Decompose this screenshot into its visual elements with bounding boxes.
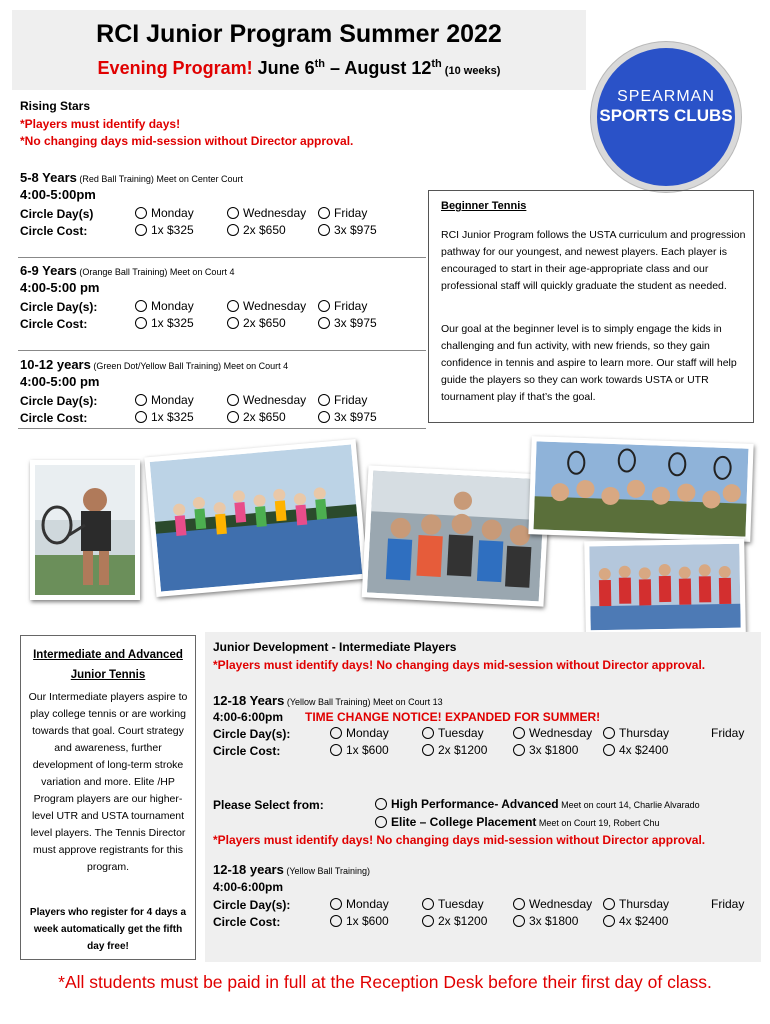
option-detail: Meet on court 14, Charlie Alvarado	[558, 800, 700, 810]
wednesday-option[interactable]	[227, 206, 306, 220]
rising-note-2: *No changing days mid-session without Director approval.	[20, 134, 354, 148]
rising-note-1: *Players must identify days!	[20, 117, 181, 131]
group-age: 5-8 Years	[20, 170, 77, 185]
jd-group-2-desc: (Yellow Ball Training)	[283, 866, 371, 876]
option-detail: Meet on Court 19, Robert Chu	[536, 818, 660, 828]
photo-boy-forehand	[30, 460, 140, 600]
group-age: 10-12 years	[20, 357, 91, 372]
group-days-label: Circle Day(s):	[20, 300, 98, 314]
jd-group-2-time: 4:00-6:00pm	[213, 880, 284, 894]
photo-kids-rackets	[528, 436, 753, 542]
circle-icon	[227, 411, 239, 423]
circle-icon	[603, 915, 615, 927]
jd2-cost-1x-option[interactable]	[330, 914, 389, 928]
junior-dev-note-2: *Players must identify days! No changing days mid-session without Director approval.	[213, 833, 706, 847]
option-label: 3x $1800	[529, 743, 579, 757]
option-label: Thursday	[619, 726, 670, 740]
jd2-cost-3x-option[interactable]	[513, 914, 578, 928]
jd2-thursday-option[interactable]	[603, 897, 669, 911]
jd2-monday-option[interactable]	[330, 897, 389, 911]
cost-2x-option[interactable]	[227, 223, 286, 237]
jd2-friday-label[interactable]: Friday	[711, 897, 745, 911]
evening-program-label: Evening Program!	[97, 58, 253, 78]
jd-group-1-cost-label: Circle Cost:	[213, 744, 281, 758]
circle-icon	[422, 915, 434, 927]
circle-icon	[135, 224, 147, 236]
beginner-paragraph-1: RCI Junior Program follows the USTA curriculum and progression pathway for our youngest, and newest players. Each player is encouraged to start in their age-appropriate class and our professional staff will quickly graduate the student as needed.	[441, 229, 746, 292]
cost-1x-option[interactable]	[135, 223, 194, 237]
group-desc: (Orange Ball Training) Meet on Court 4	[76, 267, 235, 277]
photo-boy-forehand-image	[35, 465, 135, 595]
divider	[18, 257, 426, 258]
circle-icon	[330, 727, 342, 739]
group-cost-label: Circle Cost:	[20, 224, 88, 238]
beginner-title: Beginner Tennis	[441, 200, 527, 212]
option-label: Tuesday	[438, 897, 484, 911]
photo-kids-lineup	[584, 539, 746, 636]
option-label: Monday	[151, 206, 194, 220]
circle-icon	[227, 300, 239, 312]
jd1-cost-4x-option[interactable]	[603, 743, 668, 757]
photo-kids-jumping	[144, 439, 367, 597]
circle-icon	[603, 898, 615, 910]
option-label: 1x $325	[151, 316, 194, 330]
beginner-tennis-box	[428, 190, 754, 423]
circle-icon	[422, 727, 434, 739]
circle-icon	[227, 224, 239, 236]
circle-icon	[330, 744, 342, 756]
group-cost-label: Circle Cost:	[20, 317, 88, 331]
option-label: Monday	[346, 897, 389, 911]
option-label: 2x $1200	[438, 914, 488, 928]
jd-group-1-desc: (Yellow Ball Training) Meet on Court 13	[284, 697, 443, 707]
option-label: High Performance- Advanced	[391, 797, 559, 811]
option-label: 3x $975	[334, 410, 377, 424]
subtitle	[12, 58, 586, 79]
photo-kids-rackets-image	[534, 441, 749, 536]
option-label: Friday	[334, 393, 368, 407]
circle-icon	[330, 898, 342, 910]
circle-icon	[135, 300, 147, 312]
circle-icon	[135, 411, 147, 423]
circle-icon	[603, 727, 615, 739]
option-label: 2x $650	[243, 410, 286, 424]
photo-kids-group	[362, 465, 551, 606]
option-label: 3x $1800	[529, 914, 579, 928]
jd1-cost-2x-option[interactable]	[422, 743, 487, 757]
group-heading	[20, 263, 234, 278]
group-time: 4:00-5:00pm	[20, 187, 96, 202]
group-cost-label: Circle Cost:	[20, 411, 88, 425]
jd-group-2-heading	[213, 862, 370, 877]
circle-icon	[375, 798, 387, 810]
option-label: 3x $975	[334, 223, 377, 237]
photo-kids-lineup-image	[589, 544, 740, 631]
circle-icon	[422, 744, 434, 756]
monday-option[interactable]	[135, 206, 194, 220]
jd1-thursday-option[interactable]	[603, 726, 669, 740]
option-label: Monday	[151, 299, 194, 313]
circle-icon	[318, 317, 330, 329]
jd1-friday-label[interactable]: Friday	[711, 726, 745, 740]
junior-dev-note: *Players must identify days! No changing days mid-session without Director approval.	[213, 658, 706, 672]
option-label: Monday	[151, 393, 194, 407]
option-label: Monday	[346, 726, 389, 740]
option-label: 1x $325	[151, 223, 194, 237]
option-label: Tuesday	[438, 726, 484, 740]
intermediate-title: Intermediate and Advanced Junior Tennis	[33, 649, 183, 681]
jd1-tuesday-option[interactable]	[422, 726, 484, 740]
high-performance-option[interactable]	[375, 797, 700, 811]
intermediate-paragraph: Our Intermediate players aspire to play college tennis or are working towards that goal. Court strategy and awareness, further development of long-term stroke variation and more. Elite /HP Program players are our higher-level UTR and USTA tournament level players. The Tennis Director must approve registrants for this program.	[28, 691, 188, 873]
cost-2x-option[interactable]	[227, 410, 286, 424]
time-change-notice: TIME CHANGE NOTICE! EXPANDED FOR SUMMER!	[305, 710, 601, 724]
option-label: Elite – College Placement	[391, 815, 537, 829]
friday-option[interactable]	[318, 393, 367, 407]
divider	[18, 350, 426, 351]
start-date-suffix: th	[314, 58, 325, 70]
group-age: 6-9 Years	[20, 263, 77, 278]
option-label: 2x $1200	[438, 743, 488, 757]
end-date-suffix: th	[431, 58, 442, 70]
divider	[18, 428, 426, 429]
please-select-label: Please Select from:	[213, 798, 324, 812]
option-label: 3x $975	[334, 316, 377, 330]
jd-group-2-days-label: Circle Day(s):	[213, 898, 291, 912]
option-label: Wednesday	[529, 726, 593, 740]
wednesday-option[interactable]	[227, 299, 306, 313]
jd-group-2-cost-label: Circle Cost:	[213, 915, 281, 929]
group-desc: (Green Dot/Yellow Ball Training) Meet on Court 4	[90, 361, 289, 371]
jd-group-2-age: 12-18 years	[213, 862, 284, 877]
cost-3x-option[interactable]	[318, 316, 377, 330]
option-label: 4x $2400	[619, 743, 669, 757]
logo-line-1: SPEARMAN	[617, 88, 715, 105]
friday-option[interactable]	[318, 206, 367, 220]
option-label: Wednesday	[243, 393, 307, 407]
end-date: – August 12	[325, 58, 432, 78]
group-time: 4:00-5:00 pm	[20, 374, 100, 389]
option-label: Thursday	[619, 897, 670, 911]
circle-icon	[513, 915, 525, 927]
page-title: RCI Junior Program Summer 2022	[96, 20, 502, 48]
circle-icon	[375, 816, 387, 828]
jd2-cost-2x-option[interactable]	[422, 914, 487, 928]
group-days-label: Circle Day(s)	[20, 207, 94, 221]
monday-option[interactable]	[135, 393, 194, 407]
circle-icon	[513, 727, 525, 739]
jd1-cost-3x-option[interactable]	[513, 743, 578, 757]
option-label: Wednesday	[243, 206, 307, 220]
circle-icon	[135, 394, 147, 406]
circle-icon	[318, 300, 330, 312]
jd-group-1-age: 12-18 Years	[213, 693, 285, 708]
jd1-monday-option[interactable]	[330, 726, 389, 740]
cost-1x-option[interactable]	[135, 316, 194, 330]
option-label: 2x $650	[243, 316, 286, 330]
circle-icon	[330, 915, 342, 927]
circle-icon	[227, 317, 239, 329]
option-label: Wednesday	[529, 897, 593, 911]
rising-stars-title: Rising Stars	[20, 99, 91, 113]
cost-3x-option[interactable]	[318, 410, 377, 424]
jd2-tuesday-option[interactable]	[422, 897, 484, 911]
jd2-cost-4x-option[interactable]	[603, 914, 668, 928]
group-heading	[20, 170, 243, 185]
monday-option[interactable]	[135, 299, 194, 313]
group-heading	[20, 357, 288, 372]
jd-group-1-time: 4:00-6:00pm	[213, 710, 284, 724]
cost-1x-option[interactable]	[135, 410, 194, 424]
option-label: 1x $325	[151, 410, 194, 424]
cost-3x-option[interactable]	[318, 223, 377, 237]
circle-icon	[135, 317, 147, 329]
cost-2x-option[interactable]	[227, 316, 286, 330]
circle-icon	[422, 898, 434, 910]
group-desc: (Red Ball Training) Meet on Center Court	[76, 174, 243, 184]
weeks-label: (10 weeks)	[441, 65, 501, 77]
group-time: 4:00-5:00 pm	[20, 280, 100, 295]
circle-icon	[318, 394, 330, 406]
option-label: 1x $600	[346, 914, 389, 928]
beginner-paragraph-2: Our goal at the beginner level is to simply engage the kids in challenging and fun activity, with new friends, so they gain confidence in tennis and aspire to learn more. Our staff will help guide the players so they can work towards USTA or UTR tournament play if that’s the goal.	[441, 323, 737, 403]
jd2-wednesday-option[interactable]	[513, 897, 592, 911]
circle-icon	[513, 744, 525, 756]
friday-option[interactable]	[318, 299, 367, 313]
circle-icon	[513, 898, 525, 910]
option-label: 1x $600	[346, 743, 389, 757]
jd1-wednesday-option[interactable]	[513, 726, 592, 740]
option-label: Friday	[334, 206, 368, 220]
spearman-logo	[591, 42, 741, 192]
junior-dev-title: Junior Development - Intermediate Players	[213, 640, 457, 654]
circle-icon	[227, 394, 239, 406]
circle-icon	[227, 207, 239, 219]
photo-kids-jumping-image	[150, 444, 363, 591]
intermediate-box	[20, 635, 196, 960]
jd-group-1-days-label: Circle Day(s):	[213, 727, 291, 741]
circle-icon	[135, 207, 147, 219]
option-label: Friday	[334, 299, 368, 313]
circle-icon	[318, 207, 330, 219]
jd-group-1-heading	[213, 693, 443, 708]
option-label: 2x $650	[243, 223, 286, 237]
elite-college-option[interactable]	[375, 815, 659, 829]
group-days-label: Circle Day(s):	[20, 394, 98, 408]
option-label: 4x $2400	[619, 914, 669, 928]
logo-line-2: SPORTS CLUBS	[599, 106, 733, 125]
start-date: June 6	[252, 58, 315, 78]
wednesday-option[interactable]	[227, 393, 306, 407]
jd1-cost-1x-option[interactable]	[330, 743, 389, 757]
intermediate-bonus: Players who register for 4 days a week automatically get the fifth day free!	[29, 907, 187, 952]
circle-icon	[318, 411, 330, 423]
option-label: Wednesday	[243, 299, 307, 313]
circle-icon	[318, 224, 330, 236]
payment-footer-note: *All students must be paid in full at the Reception Desk before their first day of class.	[58, 972, 712, 992]
circle-icon	[603, 744, 615, 756]
photo-kids-group-image	[367, 471, 545, 602]
